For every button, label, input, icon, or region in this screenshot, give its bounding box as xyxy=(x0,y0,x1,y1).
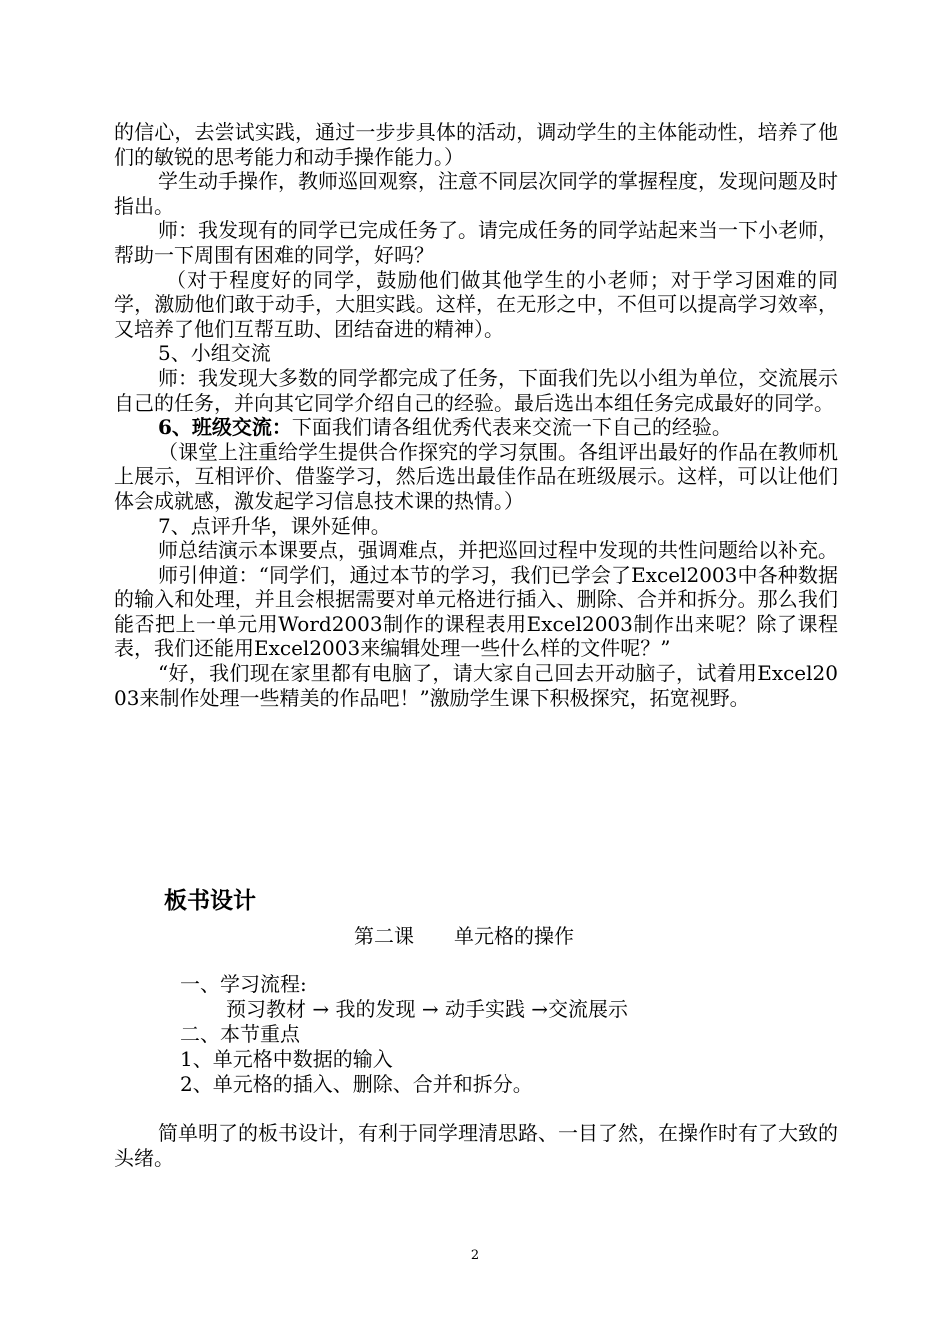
closing-paragraph-wrapper xyxy=(114,1121,838,1170)
paragraph: 师：我发现有的同学已完成任务了。请完成任务的同学站起来当一下小老师，帮助一下周围有困难的同学，好吗？ xyxy=(114,218,838,267)
paragraph: 师引伸道：“同学们，通过本节的学习，我们已学会了Excel2003中各种数据的输入和处理，并且会根据需要对单元格进行插入、删除、合并和拆分。那么我们能否把上一单元用Word2003制作的课程表用Excel2003制作出来呢？除了课程表，我们还能用Excel2003来编辑处理一些什么样的文件呢？” xyxy=(114,562,838,661)
step-heading: 7、点评升华，课外延伸。 xyxy=(158,513,391,538)
step-text: 下面我们请各组优秀代表来交流一下自己的经验。 xyxy=(291,415,732,440)
paragraph: 师总结演示本课要点，强调难点，并把巡回过程中发现的共性问题给以补充。 xyxy=(158,538,838,563)
paragraph: 的信心，去尝试实践，通过一步步具体的活动，调动学生的主体能动性，培养了他们的敏锐的思考能力和动手操作能力。） xyxy=(114,120,838,169)
document-body xyxy=(114,120,838,710)
paragraph: （对于程度好的同学，鼓励他们做其他学生的小老师；对于学习困难的同学，激励他们敢于动手，大胆实践。这样，在无形之中，不但可以提高学习效率，又培养了他们互帮互助、团结奋进的精神）。 xyxy=(114,267,838,341)
paragraph: 师：我发现大多数的同学都完成了任务，下面我们先以小组为单位，交流展示自己的任务，并向其它同学介绍自己的经验。最后选出本组任务完成最好的同学。 xyxy=(114,365,838,415)
board-heading: 二、本节重点 xyxy=(180,1022,300,1046)
paragraph: “好，我们现在家里都有电脑了，请大家自己回去开动脑子，试着用Excel2003来制作处理一些精美的作品吧！”激励学生课下积极探究，拓宽视野。 xyxy=(114,661,838,710)
board-design xyxy=(180,972,628,1097)
lesson-title: 第二课 单元格的操作 xyxy=(354,924,574,948)
step-paragraph xyxy=(114,415,838,440)
closing-paragraph: 简单明了的板书设计，有利于同学理清思路、一目了然，在操作时有了大致的头绪。 xyxy=(114,1121,838,1170)
key-point: 2、单元格的插入、删除、合并和拆分。 xyxy=(180,1072,533,1096)
key-point: 1、单元格中数据的输入 xyxy=(180,1047,393,1071)
learning-flow: 预习教材 → 我的发现 → 动手实践 →交流展示 xyxy=(226,997,629,1021)
paragraph: （课堂上注重给学生提供合作探究的学习氛围。各组评出最好的作品在教师机上展示，互相评价、借鉴学习，然后选出最佳作品在班级展示。这样，可以让他们体会成就感，激发起学习信息技术课的热情。） xyxy=(114,439,838,513)
board-heading: 一、学习流程: xyxy=(180,972,307,996)
section-title: 板书设计 xyxy=(164,888,256,914)
step-heading: 5、小组交流 xyxy=(158,341,271,366)
paragraph: 学生动手操作，教师巡回观察，注意不同层次同学的掌握程度，发现问题及时指出。 xyxy=(114,169,838,218)
step-heading: 6、班级交流： xyxy=(158,415,292,440)
page-number: 2 xyxy=(470,1248,480,1263)
